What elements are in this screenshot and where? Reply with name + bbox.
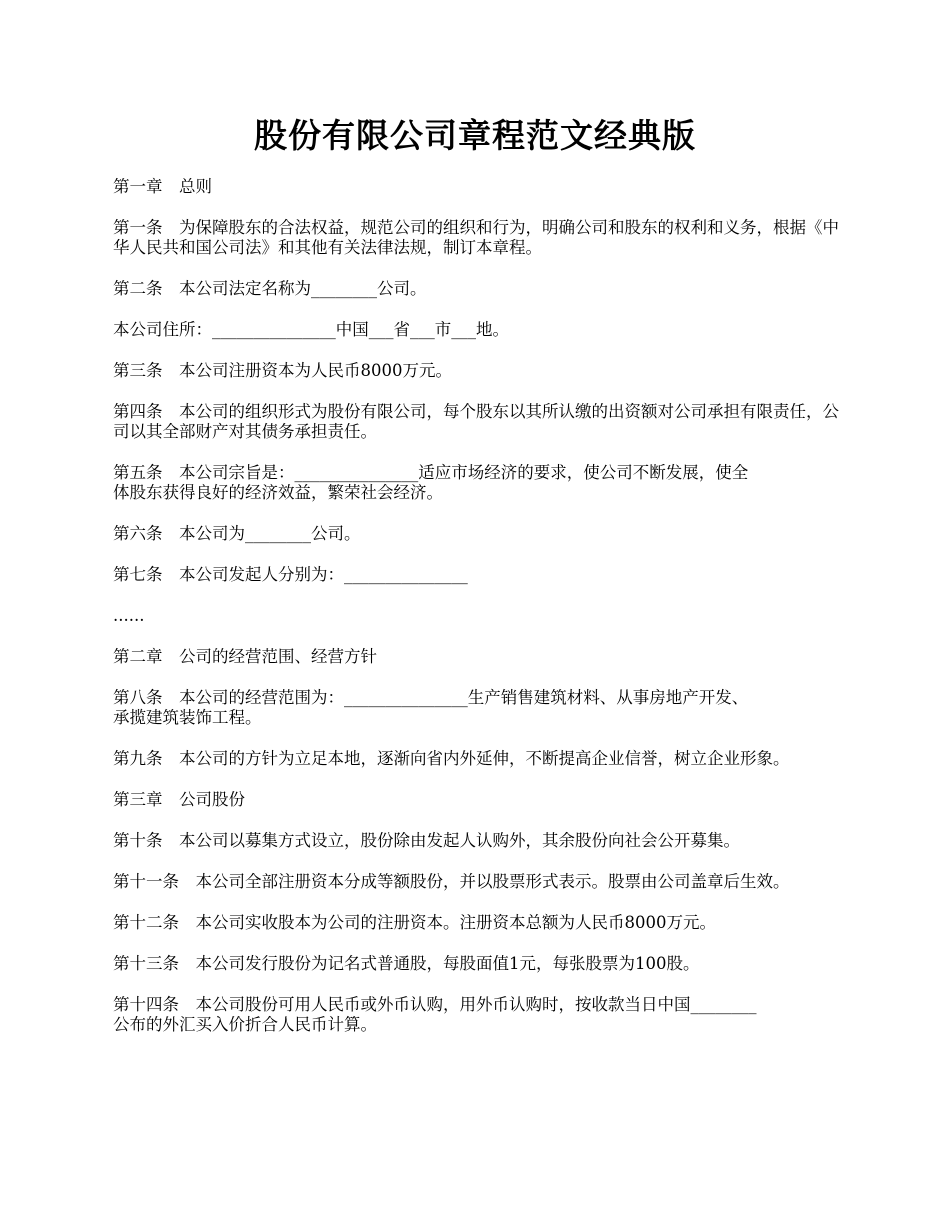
- article-paragraph: 第九条 本公司的方针为立足本地，逐渐向省内外延伸，不断提高企业信誉，树立企业形象。: [113, 749, 790, 768]
- chapter-heading: 第一章 总则: [113, 177, 212, 196]
- document-title: 股份有限公司章程范文经典版: [254, 116, 696, 155]
- chapter-heading: 第二章 公司的经营范围、经营方针: [113, 647, 377, 666]
- article-paragraph: 第八条 本公司的经营范围为：_______________生产销售建筑材料、从事房地产开发、 承揽建筑装饰工程。: [113, 688, 749, 727]
- article-paragraph: 第六条 本公司为________公司。: [113, 524, 361, 543]
- article-paragraph: 第七条 本公司发起人分别为：_______________: [113, 565, 468, 584]
- ellipsis-paragraph: ......: [113, 606, 145, 625]
- article-paragraph: 第二条 本公司法定名称为________公司。: [113, 279, 427, 298]
- document-body: [113, 177, 845, 1056]
- chapter-heading: 第三章 公司股份: [113, 790, 245, 809]
- article-paragraph: 第十四条 本公司股份可用人民币或外币认购，用外币认购时，按收款当日中国________ 公布的外汇买入价折合人民币计算。: [113, 995, 757, 1034]
- article-paragraph: 第三条 本公司注册资本为人民币8000万元。: [113, 361, 452, 380]
- article-paragraph: 第十三条 本公司发行股份为记名式普通股，每股面值1元，每张股票为100股。: [113, 954, 700, 973]
- article-paragraph: 第十一条 本公司全部注册资本分成等额股份，并以股票形式表示。股票由公司盖章后生效。: [113, 872, 790, 891]
- article-paragraph: 第一条 为保障股东的合法权益，规范公司的组织和行为，明确公司和股东的权利和义务，根据《中华人民共和国公司法》和其他有关法律法规，制订本章程。: [113, 218, 839, 257]
- article-paragraph: 本公司住所：_______________中国___省___市___地。: [113, 320, 509, 339]
- article-paragraph: 第五条 本公司宗旨是：_______________适应市场经济的要求，使公司不断发展，使全 体股东获得良好的经济效益，繁荣社会经济。: [113, 463, 749, 502]
- article-paragraph: 第十条 本公司以募集方式设立，股份除由发起人认购外，其余股份向社会公开募集。: [113, 831, 740, 850]
- article-paragraph: 第十二条 本公司实收股本为公司的注册资本。注册资本总额为人民币8000万元。: [113, 913, 716, 932]
- article-paragraph: 第四条 本公司的组织形式为股份有限公司，每个股东以其所认缴的出资额对公司承担有限责任，公司以其全部财产对其债务承担责任。: [113, 402, 839, 441]
